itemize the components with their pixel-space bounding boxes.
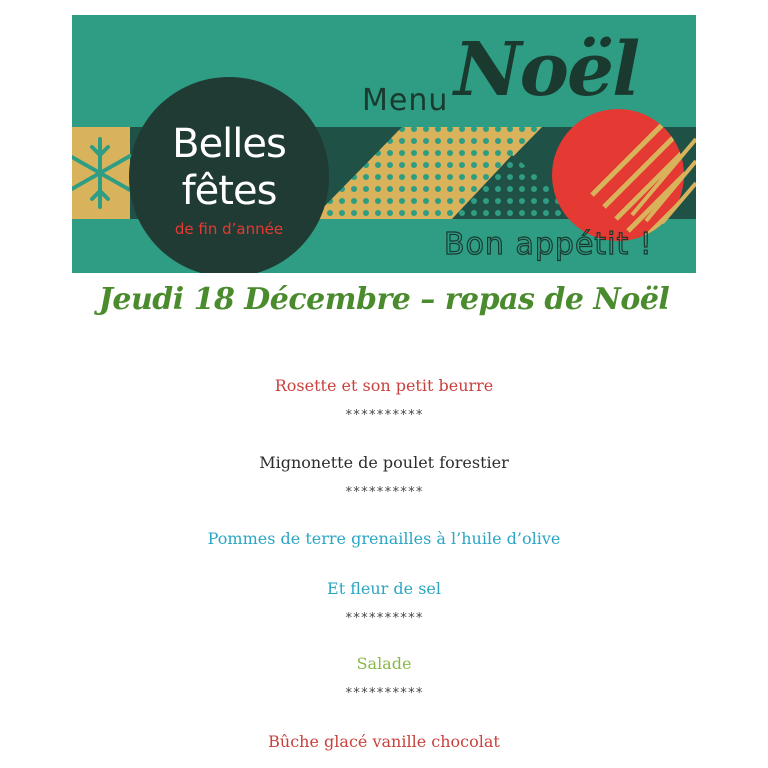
separator: ********** [344,408,424,423]
menu-item-side: Pommes de terre grenailles à l’huile d’olive [207,529,561,548]
noel-heading-word: Noël [454,27,639,113]
badge-title-line2: fêtes [181,168,277,214]
badge-subtitle: de fin d’année [174,220,284,238]
separator: ********** [344,686,424,701]
menu-heading-word: Menu [362,83,449,118]
badge-title-line1: Belles [172,121,286,167]
header-banner [72,15,696,273]
menu-item-dessert: Bûche glacé vanille chocolat [268,732,500,751]
menu-item-main: Mignonette de poulet forestier [259,453,509,472]
menu-item-side-2: Et fleur de sel [327,579,441,598]
separator: ********** [344,611,424,626]
menu-item-starter: Rosette et son petit beurre [274,376,494,395]
bon-appetit-text: Bon appétit ! [444,227,653,262]
separator: ********** [344,485,424,500]
menu-item-salad: Salade [356,654,412,673]
page-title: Jeudi 18 Décembre – repas de Noël [98,282,670,317]
